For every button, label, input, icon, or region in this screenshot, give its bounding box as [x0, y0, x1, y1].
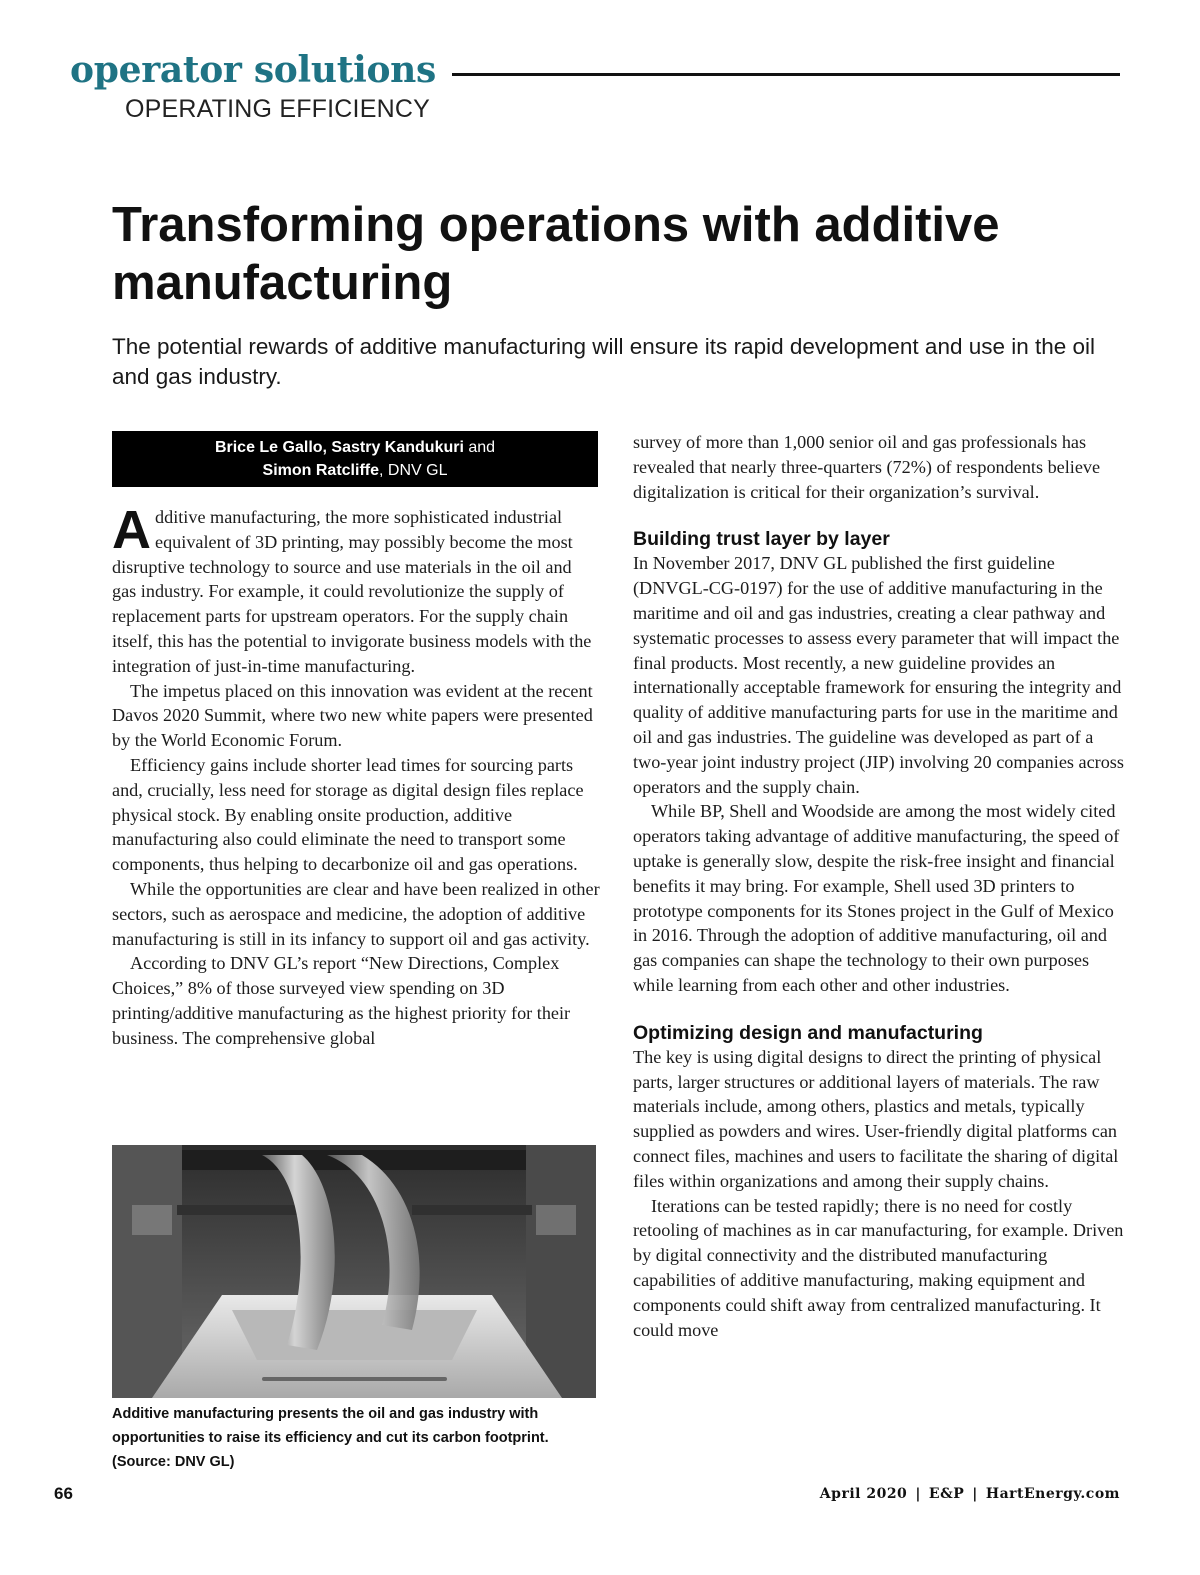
- author-1: Brice Le Gallo: [214, 439, 323, 456]
- caption-text: Additive manufacturing presents the oil and gas industry with opportunities to raise its efficiency and cut its carbon footprint.: [112, 1406, 549, 1446]
- footer-date: April 2020: [819, 1486, 908, 1502]
- byline-box: [112, 431, 598, 487]
- article-deck: The potential rewards of additive manufacturing will ensure its rapid development and use in the oil and gas industry.: [112, 334, 1096, 389]
- article-headline: Transforming operations with additive manufacturing: [112, 198, 1000, 310]
- body-paragraph: While the opportunities are clear and have been realized in other sectors, such as aerospace and medicine, the adoption of additive manufacturing is still in its infancy to support oil and gas activity.: [112, 878, 600, 949]
- 3d-printer-image: [112, 1145, 596, 1398]
- left-column: [112, 500, 600, 1051]
- right-column: [633, 430, 1125, 1342]
- body-paragraph: While BP, Shell and Woodside are among the most widely cited operators taking advantage of additive manufacturing, the speed of uptake is generally slow, despite the risk-free insight and financial benefits it may bring. For example, Shell used 3D printers to prototype components for its Stones project in the Gulf of Mexico in 2016. Through the adoption of additive manufacturing, oil and gas companies can shape the technology to their own purposes while learning from each other and other industries.: [633, 801, 1120, 995]
- body-paragraph: survey of more than 1,000 senior oil and gas professionals has revealed that nearly three-quarters (72%) of respondents believe digitalization is critical for their organization’s survival.: [633, 432, 1101, 502]
- section-subheader: OPERATING EFFICIENCY: [125, 95, 430, 123]
- photo-caption: [112, 1402, 598, 1474]
- subhead-optimizing-design: Optimizing design and manufacturing: [633, 1021, 983, 1044]
- footer-magazine: E&P: [928, 1486, 965, 1502]
- section-rule: [452, 73, 1120, 76]
- caption-source: (Source: DNV GL): [112, 1454, 235, 1470]
- body-paragraph: Iterations can be tested rapidly; there is no need for costly retooling of machines as in car manufacturing, for example. Driven by digital connectivity and the distributed manufacturing capabilities of additive manufacturing, making equipment and components could shift away from centralized manufacturing. It could move: [633, 1195, 1124, 1340]
- article-photo: [112, 1145, 596, 1398]
- body-paragraph: According to DNV GL’s report “New Directions, Complex Choices,” 8% of those surveyed view spending on 3D printing/additive manufacturing as the highest priority for their business. The comprehensive global: [112, 953, 571, 1048]
- body-paragraph: In November 2017, DNV GL published the first guideline (DNVGL-CG-0197) for the use of additive manufacturing in the maritime and oil and gas industries, creating a clear pathway and systematic processes to assess every parameter that will impact the final products. Most recently, a new guideline provides an internationally acceptable framework for ensuring the integrity and quality of additive manufacturing parts for use in the maritime and oil and gas industries. The guideline was developed as part of a two-year joint industry project (JIP) involving 20 companies across operators and the supply chain.: [633, 553, 1124, 797]
- body-paragraph: dditive manufacturing, the more sophisticated industrial equivalent of 3D printing, may possibly become the most disruptive technology to source and use materials in the oil and gas industry. For example, it could revolutionize the supply of replacement parts for upstream operators. For the supply chain itself, this has the potential to invigorate business models with the integration of just-in-time manufacturing.: [112, 507, 592, 676]
- footer-publication: [820, 1486, 1120, 1502]
- author-3: Simon Ratcliffe: [262, 462, 379, 479]
- author-2: Sastry Kandukuri: [331, 439, 464, 456]
- footer-site: HartEnergy.com: [985, 1486, 1120, 1502]
- footer-separator: |: [972, 1486, 978, 1502]
- footer-separator: |: [915, 1486, 921, 1502]
- byline-separator: ,: [322, 439, 332, 456]
- subhead-building-trust: Building trust layer by layer: [633, 528, 890, 551]
- byline-affiliation: , DNV GL: [379, 462, 448, 479]
- body-paragraph: Efficiency gains include shorter lead times for sourcing parts and, crucially, less need for storage as digital design files replace physical stock. By enabling onsite production, additive manufacturing also could eliminate the need to transport some components, thus helping to decarbonize oil and gas operations.: [112, 754, 584, 875]
- body-paragraph: The impetus placed on this innovation was evident at the recent Davos 2020 Summit, where two new white papers were presented by the World Economic Forum.: [112, 680, 593, 751]
- byline-conjunction: and: [463, 439, 496, 456]
- section-header: operator solutions: [70, 49, 437, 91]
- page-number: 66: [54, 1484, 73, 1503]
- body-paragraph: The key is using digital designs to direct the printing of physical parts, larger structures or additional layers of materials. The raw materials include, among others, plastics and metals, typically supplied as powders and wires. User-friendly digital platforms can connect files, machines and users to facilitate the sharing of digital files within organizations and among their supply chains.: [633, 1046, 1119, 1191]
- drop-cap: A: [112, 500, 151, 560]
